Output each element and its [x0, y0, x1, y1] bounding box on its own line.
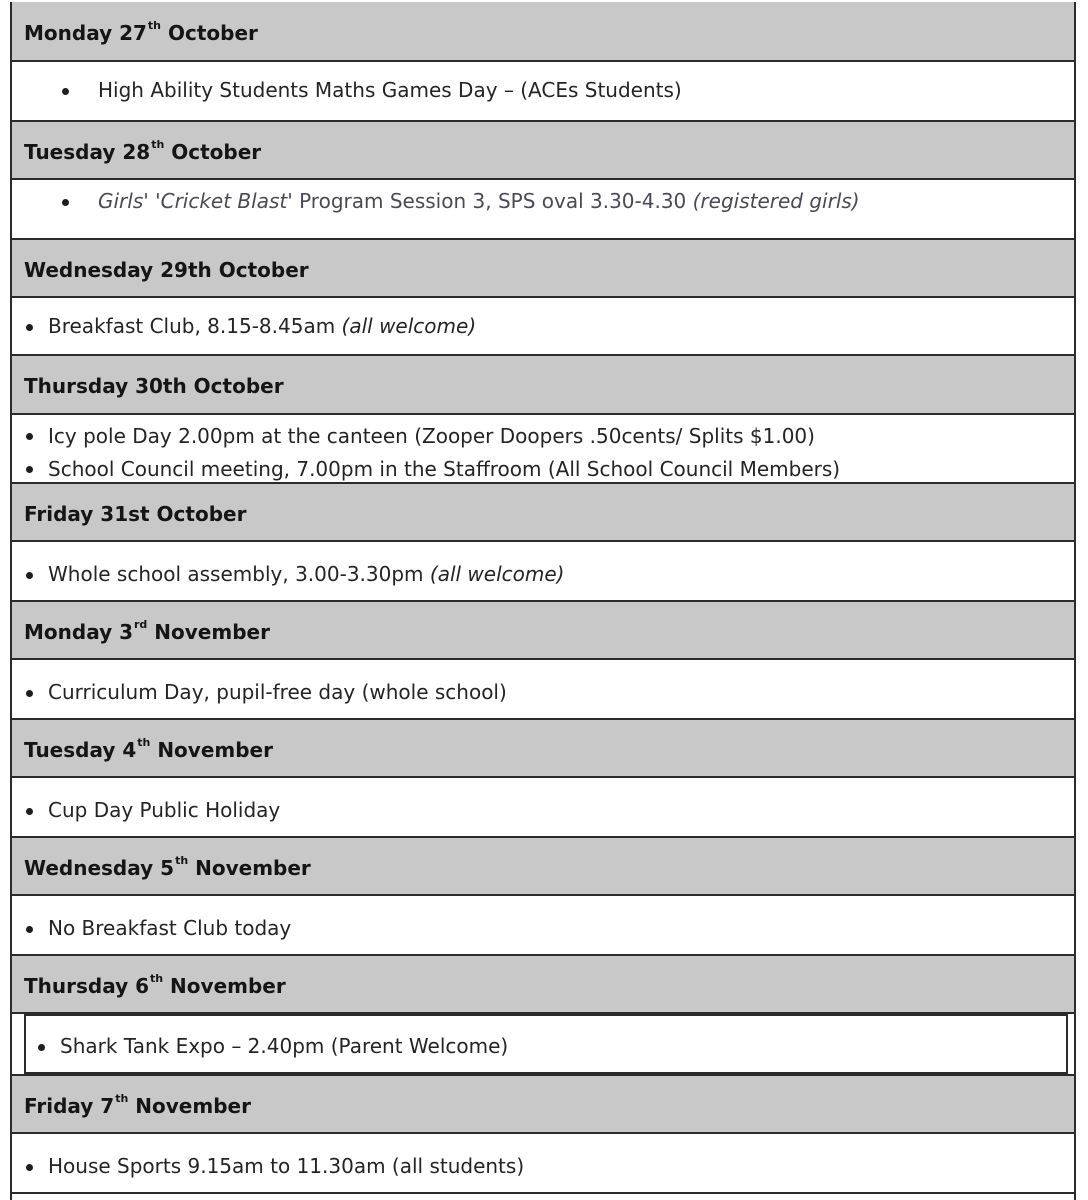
- day-events: [10, 180, 1076, 240]
- day-header: [10, 2, 1076, 62]
- day-title: Monday 27th October: [24, 19, 258, 45]
- day-events: [10, 1014, 1076, 1076]
- day-header: [10, 720, 1076, 778]
- day-title: Thursday 6th November: [24, 972, 286, 998]
- event-item: Cup Day Public Holiday: [48, 798, 281, 822]
- bullet-icon: [38, 1044, 45, 1051]
- day-events: [10, 298, 1076, 356]
- day-header: [10, 240, 1076, 298]
- day-title: Friday 31st October: [24, 502, 247, 526]
- event-item: Curriculum Day, pupil-free day (whole school): [48, 680, 507, 704]
- day-title: Wednesday 29th October: [24, 258, 309, 282]
- day-events: [10, 896, 1076, 956]
- day-events: [10, 415, 1076, 484]
- day-header: [10, 602, 1076, 660]
- day-header: [10, 838, 1076, 896]
- day-events: [10, 778, 1076, 838]
- day-events: [10, 62, 1076, 122]
- bullet-icon: [26, 926, 33, 933]
- bullet-icon: [26, 324, 33, 331]
- event-item: Breakfast Club, 8.15-8.45am (all welcome): [48, 314, 477, 338]
- event-item: Girls' 'Cricket Blast' Program Session 3, SPS oval 3.30-4.30 (registered girls): [98, 189, 860, 213]
- day-title: Wednesday 5th November: [24, 854, 311, 880]
- event-item: House Sports 9.15am to 11.30am (all students): [48, 1154, 525, 1178]
- day-header: [10, 484, 1076, 542]
- bullet-icon: [26, 433, 33, 440]
- bullet-icon: [26, 808, 33, 815]
- bullet-icon: [26, 1164, 33, 1171]
- day-events: [10, 660, 1076, 720]
- bullet-icon: [26, 572, 33, 579]
- day-title: Thursday 30th October: [24, 374, 284, 398]
- bullet-icon: [62, 88, 69, 95]
- bullet-icon: [26, 466, 33, 473]
- event-item: Shark Tank Expo – 2.40pm (Parent Welcome): [60, 1034, 509, 1058]
- day-title: Tuesday 4th November: [24, 736, 273, 762]
- event-box: [24, 1014, 1068, 1074]
- day-header: [10, 956, 1076, 1014]
- day-title: Tuesday 28th October: [24, 138, 262, 164]
- day-header: [10, 122, 1076, 180]
- bullet-icon: [26, 690, 33, 697]
- event-item: Whole school assembly, 3.00-3.30pm (all welcome): [48, 562, 565, 586]
- day-title: Monday 3rd November: [24, 618, 270, 644]
- event-item: School Council meeting, 7.00pm in the Staffroom (All School Council Members): [48, 457, 841, 481]
- day-header: [10, 356, 1076, 415]
- event-item: No Breakfast Club today: [48, 916, 292, 940]
- day-title: Friday 7th November: [24, 1092, 251, 1118]
- event-item: High Ability Students Maths Games Day – (ACEs Students): [98, 78, 682, 102]
- day-header: [10, 1076, 1076, 1134]
- event-item: Icy pole Day 2.00pm at the canteen (Zooper Doopers .50cents/ Splits $1.00): [48, 424, 815, 448]
- day-events: [10, 1134, 1076, 1194]
- bullet-icon: [62, 199, 69, 206]
- day-events: [10, 542, 1076, 602]
